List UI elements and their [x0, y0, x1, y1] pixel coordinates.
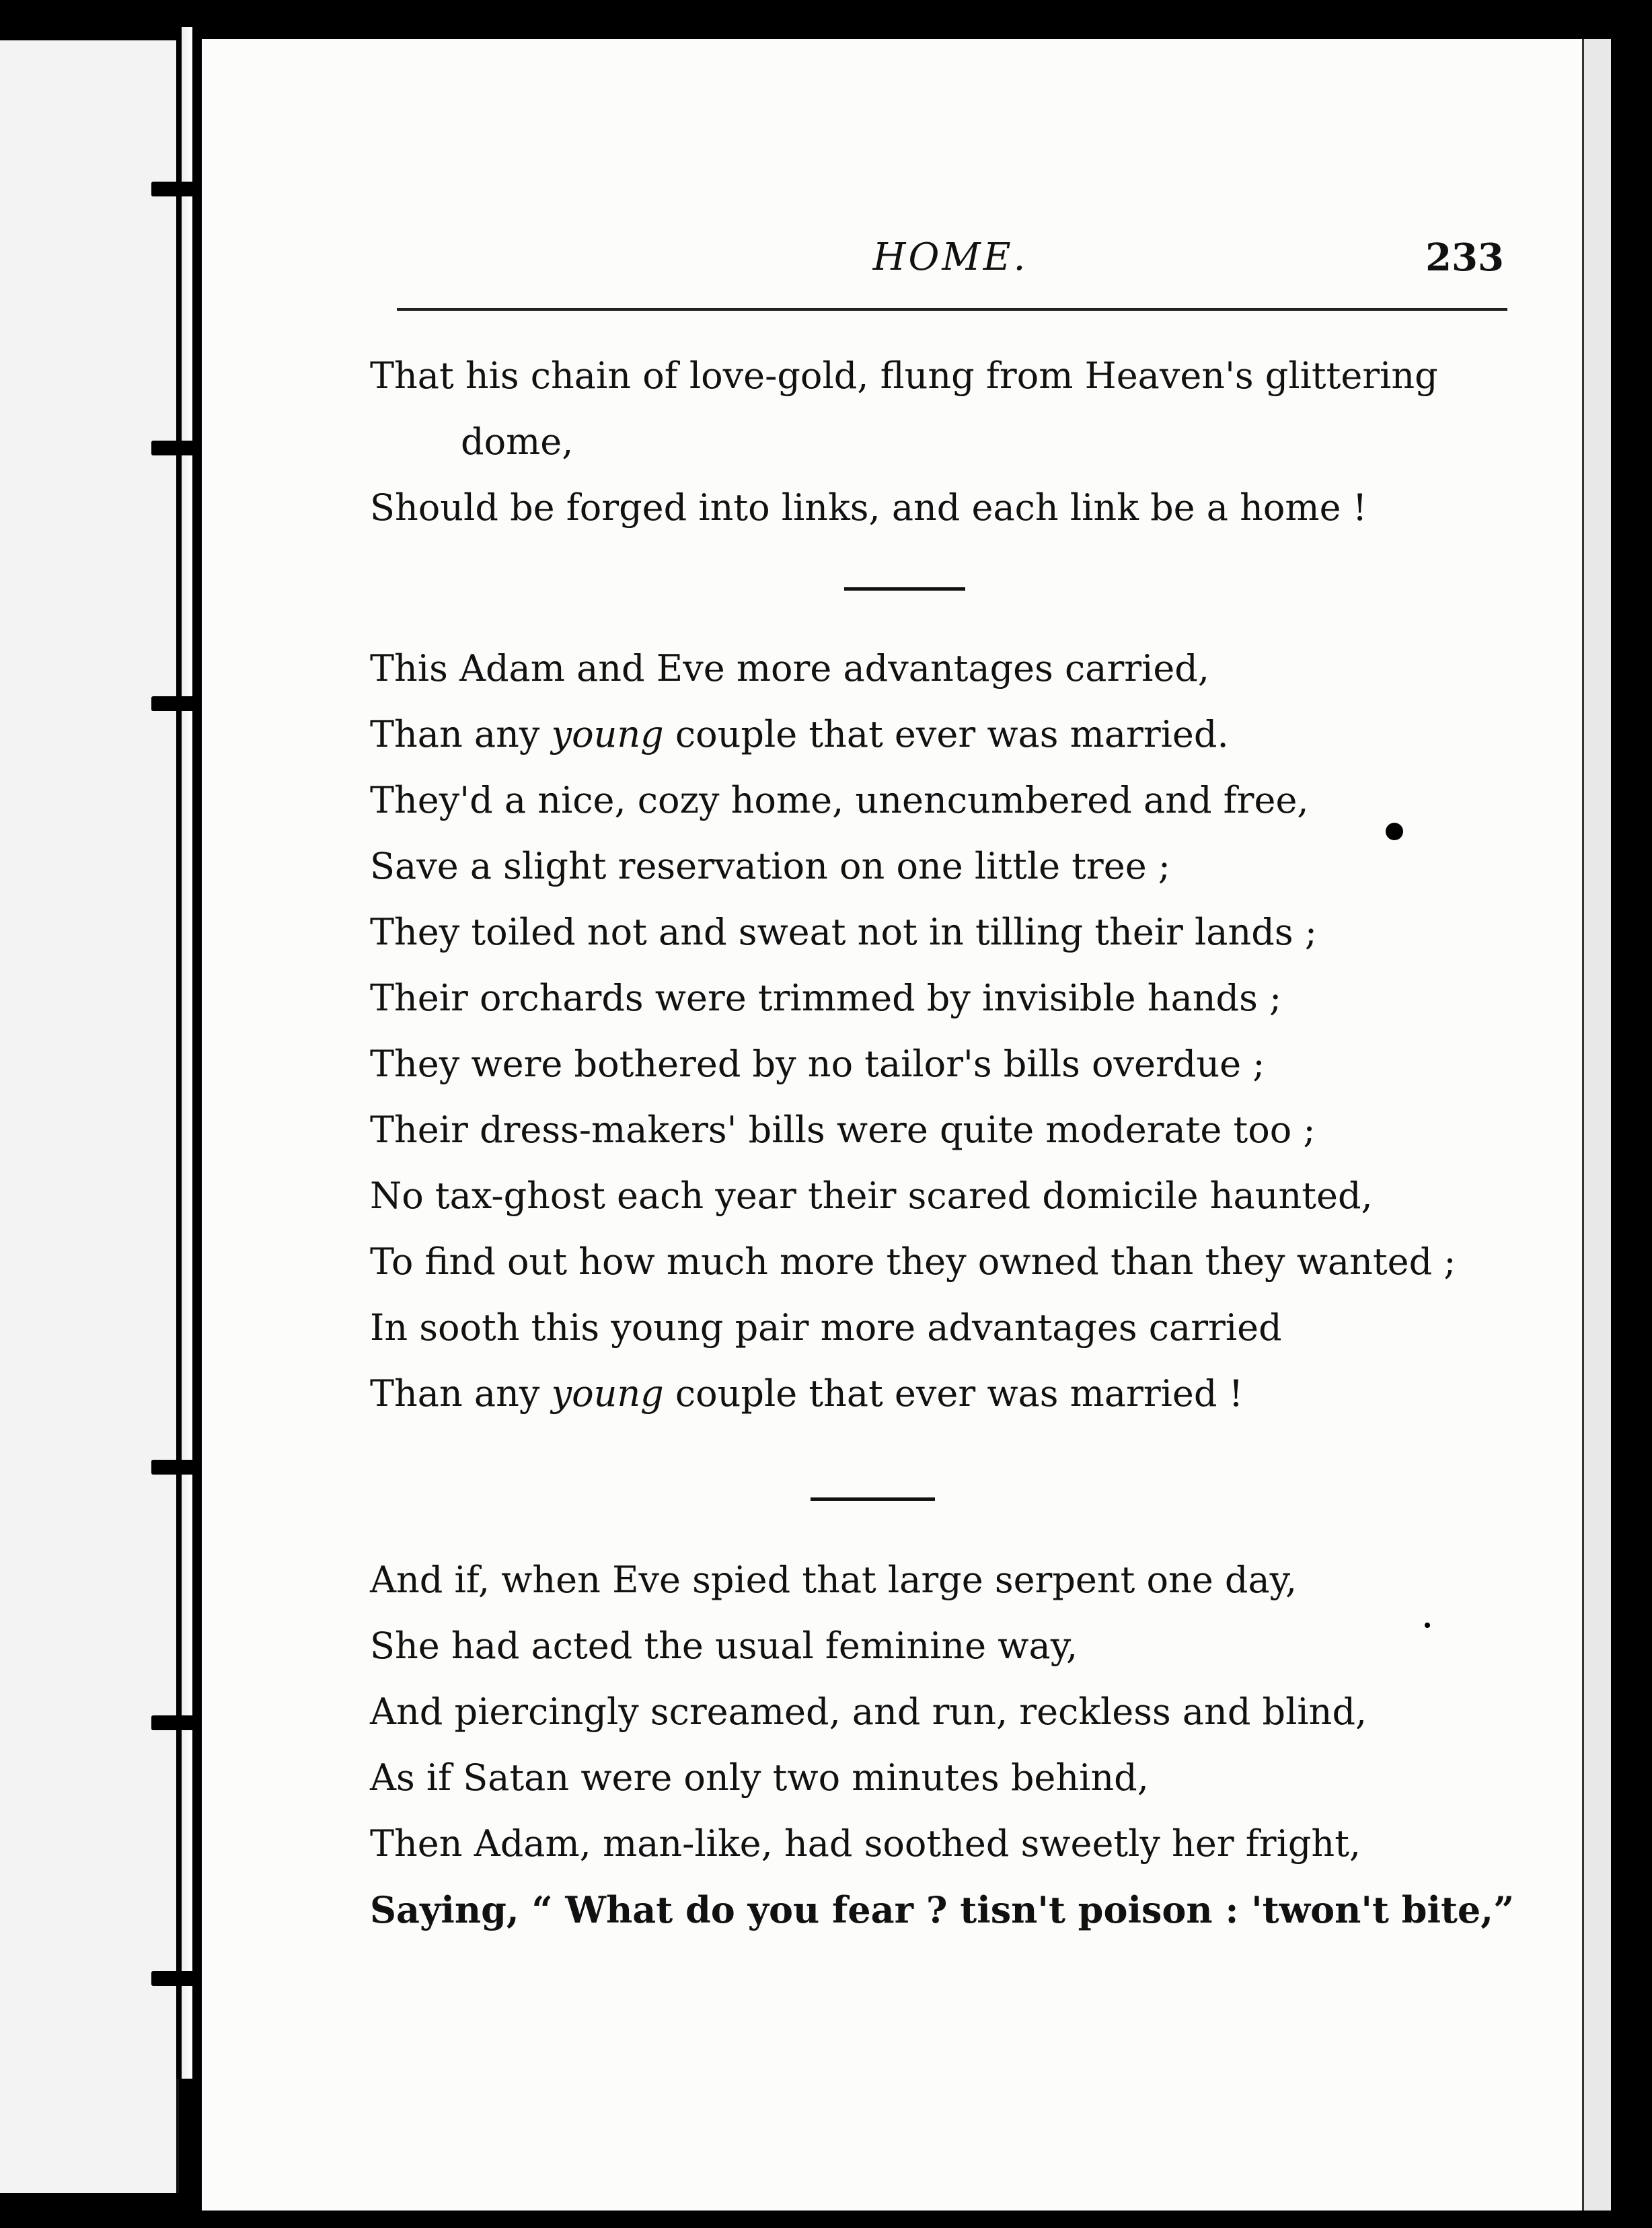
verse-line: Save a slight reservation on one little tree ; [370, 845, 1171, 887]
verse-line: And if, when Eve spied that large serpent one day, [370, 1559, 1298, 1601]
stanza-2 [370, 636, 1456, 1427]
page-edge [1582, 39, 1611, 2211]
binding-thread [176, 27, 192, 2079]
facing-page-edge [0, 40, 179, 2193]
emphasis: young [551, 1372, 664, 1415]
verse-line: Than any young couple that ever was married ! [370, 1372, 1244, 1415]
verse-line: In sooth this young pair more advantages carried [370, 1306, 1282, 1349]
verse-line: dome, [461, 420, 574, 463]
header-rule [397, 308, 1507, 311]
verse-line: Then Adam, man-like, had soothed sweetly her fright, [370, 1822, 1361, 1865]
verse-line: Saying, “ What do you fear ? tisn't poison : 'twon't bite,” [370, 1888, 1515, 1931]
section-divider [811, 1497, 935, 1501]
ink-speck [1386, 823, 1403, 840]
verse-line: They'd a nice, cozy home, unencumbered and free, [370, 779, 1309, 821]
verse-line: This Adam and Eve more advantages carried, [370, 647, 1210, 690]
verse-line: No tax-ghost each year their scared domicile haunted, [370, 1175, 1373, 1217]
stanza-3 [370, 1547, 1515, 1943]
verse-line: They were bothered by no tailor's bills overdue ; [370, 1043, 1265, 1085]
page-number: 233 [1425, 235, 1504, 280]
verse-line: As if Satan were only two minutes behind, [370, 1756, 1149, 1799]
running-title: HOME. [872, 235, 1028, 279]
ink-speck [1425, 1623, 1430, 1628]
stanza-1 [370, 343, 1446, 541]
verse-line: They toiled not and sweat not in tilling their lands ; [370, 911, 1317, 953]
verse-line: Should be forged into links, and each link be a home ! [370, 486, 1367, 529]
verse-line: Than any young couple that ever was married. [370, 713, 1229, 755]
running-header [397, 235, 1504, 283]
verse-line: She had acted the usual feminine way, [370, 1625, 1078, 1667]
emphasis: young [551, 713, 664, 755]
verse-line: To find out how much more they owned than they wanted ; [370, 1240, 1456, 1283]
section-divider [844, 587, 965, 591]
verse-line: And piercingly screamed, and run, reckless and blind, [370, 1691, 1367, 1733]
verse-line: Their dress-makers' bills were quite moderate too ; [370, 1109, 1316, 1151]
verse-line: Their orchards were trimmed by invisible hands ; [370, 977, 1282, 1019]
verse-line: That his chain of love-gold, flung from Heaven's glittering [370, 355, 1438, 397]
